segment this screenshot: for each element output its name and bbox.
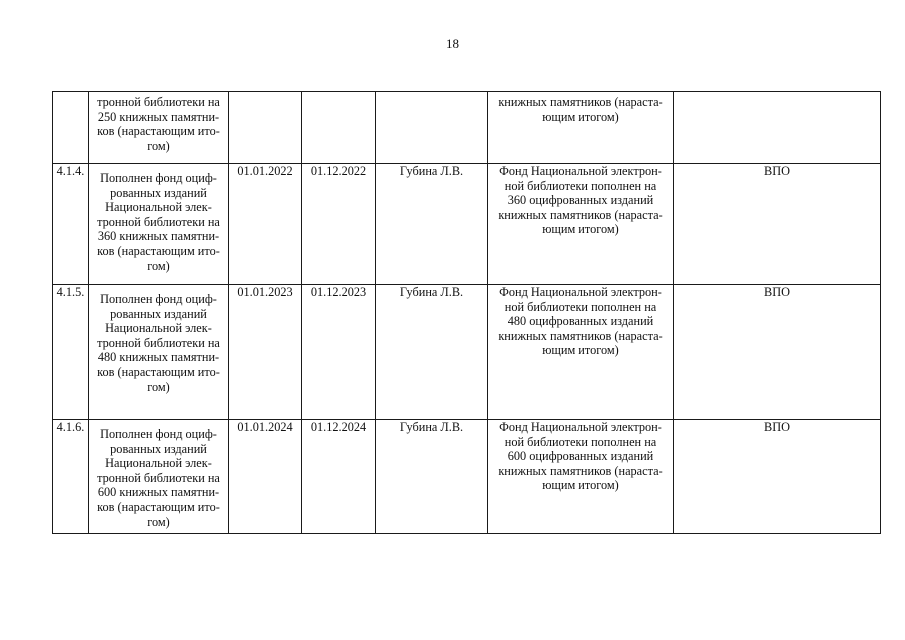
row-number-cell: 4.1.4.: [53, 164, 89, 285]
description-cell: [89, 92, 229, 164]
row-number-cell: 4.1.5.: [53, 285, 89, 420]
result-cell: [488, 164, 674, 285]
result-cell: [488, 420, 674, 534]
result-cell: [488, 92, 674, 164]
result-line: Фонд Национальной электрон-: [499, 420, 662, 434]
description-line: тронной библиотеки на: [97, 214, 220, 229]
description-line: ков (нарастающим ито-: [97, 243, 220, 258]
end-date-cell: 01.12.2024: [302, 420, 376, 534]
description-line: тронной библиотеки на: [97, 95, 220, 109]
start-date-cell: [229, 92, 302, 164]
description-line: 480 книжных памятни-: [97, 350, 220, 365]
responsible-cell: [376, 92, 488, 164]
description-line: Пополнен фонд оциф-: [100, 427, 217, 441]
result-line: книжных памятников (нараста-: [498, 95, 663, 109]
result-cell: [488, 285, 674, 420]
description-line: гом): [147, 514, 170, 529]
result-line: ющим итогом): [542, 478, 619, 493]
description-line: ков (нарастающим ито-: [97, 499, 220, 514]
result-line: Фонд Национальной электрон-: [499, 164, 662, 178]
description-line: гом): [147, 379, 170, 394]
result-line: 600 оцифрованных изданий: [507, 449, 654, 464]
result-line: ющим итогом): [542, 222, 619, 237]
description-cell: [89, 164, 229, 285]
result-line: ющим итогом): [542, 343, 619, 358]
description-cell: [89, 420, 229, 534]
page-number: 18: [446, 36, 459, 51]
description-line: 600 книжных памятни-: [97, 485, 220, 500]
end-date-cell: 01.12.2022: [302, 164, 376, 285]
description-cell: [89, 285, 229, 420]
description-line: рованных изданий: [110, 306, 207, 321]
result-line: ной библиотеки пополнен на: [504, 178, 657, 193]
responsible-cell: Губина Л.В.: [376, 420, 488, 534]
table-row-continuation: [53, 92, 881, 164]
row-number-cell: 4.1.6.: [53, 420, 89, 534]
description-line: Национальной элек-: [105, 456, 212, 471]
start-date-cell: 01.01.2022: [229, 164, 302, 285]
result-line: 360 оцифрованных изданий: [507, 193, 654, 208]
document-cell: ВПО: [674, 420, 881, 534]
description-line: рованных изданий: [110, 441, 207, 456]
row-number-cell: [53, 92, 89, 164]
document-cell: [674, 92, 881, 164]
result-line: ной библиотеки пополнен на: [504, 434, 657, 449]
description-line: тронной библиотеки на: [97, 470, 220, 485]
plan-table: [52, 91, 881, 534]
result-line: Фонд Национальной электрон-: [499, 285, 662, 299]
table-row: [53, 164, 881, 285]
responsible-cell: Губина Л.В.: [376, 164, 488, 285]
table-row: [53, 420, 881, 534]
end-date-cell: [302, 92, 376, 164]
result-line: книжных памятников (нараста-: [498, 463, 663, 478]
table-row: [53, 285, 881, 420]
result-line: книжных памятников (нараста-: [498, 328, 663, 343]
description-line: рованных изданий: [110, 185, 207, 200]
end-date-cell: 01.12.2023: [302, 285, 376, 420]
description-line: ков (нарастающим ито-: [97, 124, 220, 139]
description-line: ков (нарастающим ито-: [97, 364, 220, 379]
result-line: ной библиотеки пополнен на: [504, 299, 657, 314]
document-cell: ВПО: [674, 164, 881, 285]
description-line: Национальной элек-: [105, 200, 212, 215]
description-line: Национальной элек-: [105, 321, 212, 336]
responsible-cell: Губина Л.В.: [376, 285, 488, 420]
description-line: 250 книжных памятни-: [97, 109, 220, 124]
start-date-cell: 01.01.2023: [229, 285, 302, 420]
result-line: 480 оцифрованных изданий: [507, 314, 654, 329]
description-line: тронной библиотеки на: [97, 335, 220, 350]
description-line: Пополнен фонд оциф-: [100, 292, 217, 306]
description-line: Пополнен фонд оциф-: [100, 171, 217, 185]
description-line: гом): [147, 258, 170, 273]
result-line: книжных памятников (нараста-: [498, 207, 663, 222]
start-date-cell: 01.01.2024: [229, 420, 302, 534]
result-line: ющим итогом): [542, 109, 619, 124]
document-cell: ВПО: [674, 285, 881, 420]
description-line: 360 книжных памятни-: [97, 229, 220, 244]
description-line: гом): [147, 138, 170, 153]
